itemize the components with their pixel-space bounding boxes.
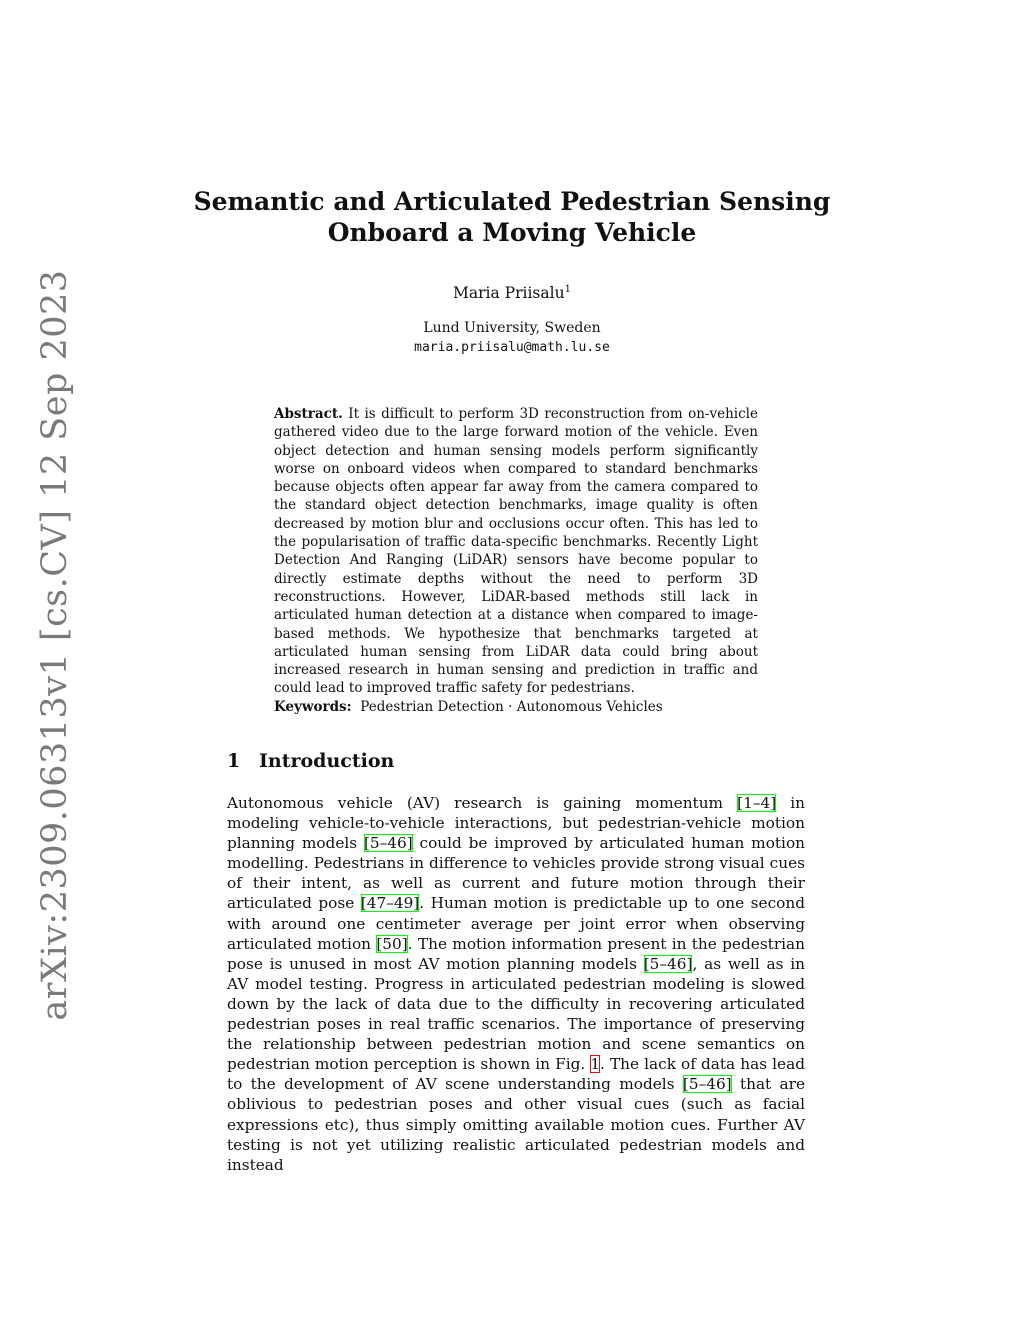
intro-text: could be improved by articulated human motion modelling. Pedestrians in difference to vehicles provide strong visual cues of their intent, as well as current and future motion through their articulated pose [227, 834, 806, 913]
section-heading [227, 750, 394, 772]
keywords-text: Pedestrian Detection · Autonomous Vehicles [360, 699, 663, 715]
citation-link[interactable]: [5–46] [363, 834, 413, 853]
intro-text: in modeling vehicle-to-vehicle interactions, but pedestrian-vehicle motion planning models [227, 794, 806, 853]
abstract [274, 405, 758, 698]
intro-text: Autonomous vehicle (AV) research is gaining momentum [227, 794, 738, 812]
abstract-text: It is difficult to perform 3D reconstruction from on-vehicle gathered video due to the large forward motion of the vehicle. Even object detection and human sensing models perform significantly worse on onboard videos when compared to standard benchmarks because objects often appear far away from the camera compared to the standard object detection benchmarks, image quality is often decreased by motion blur and occlusions occur often. This has led to the popularisation of traffic data-specific benchmarks. Recently Light Detection And Ranging (LiDAR) sensors have become popular to directly estimate depths without the need to perform 3D reconstructions. However, LiDAR-based methods still lack in articulated human detection at a distance when compared to image-based methods. We hypothesize that benchmarks targeted at articulated human sensing from LiDAR data could bring about increased research in human sensing and prediction in traffic and could lead to improved traffic safety for pedestrians. [274, 406, 758, 697]
intro-text: that are oblivious to pedestrian poses and other visual cues (such as facial expressions etc), thus simply omitting available motion cues. Further AV testing is not yet utilizing realistic articulated pedestrian models and instead [227, 1075, 805, 1174]
citation-link[interactable]: [5–46] [682, 1075, 732, 1094]
arxiv-identifier: arXiv:2309.06313v1 [cs.CV] 12 Sep 2023 [35, 269, 75, 1021]
section-number: 1 [227, 750, 241, 772]
title-line-1: Semantic and Articulated Pedestrian Sensing [193, 187, 831, 216]
title-line-2: Onboard a Moving Vehicle [327, 218, 697, 247]
intro-text: . Human motion is predictable up to one second with around one centimeter average per joint error when observing articulated motion [227, 894, 805, 953]
introduction-paragraph [227, 793, 805, 1175]
affiliation: Lund University, Sweden [423, 320, 601, 336]
intro-text: . The motion information present in the pedestrian pose is unused in most AV motion planning models [227, 934, 806, 973]
paper-title [0, 186, 1024, 248]
figure-reference-link[interactable]: 1 [590, 1055, 601, 1074]
author-affiliation-mark: 1 [564, 284, 571, 295]
citation-link[interactable]: [50] [376, 934, 408, 953]
author-email[interactable]: maria.priisalu@math.lu.se [414, 340, 610, 355]
abstract-label: Abstract. [274, 406, 343, 422]
citation-link[interactable]: [1–4] [737, 794, 777, 812]
intro-text: . The lack of data has lead to the development of AV scene understanding models [227, 1055, 805, 1094]
keywords [274, 699, 758, 715]
author [0, 284, 1024, 302]
intro-text: , as well as in AV model testing. Progress in articulated pedestrian modeling is slowed down by the lack of data due to the difficulty in recovering articulated pedestrian poses in real traffic scenarios. The importance of preserving the relationship between pedestrian motion and scene semantics on pedestrian motion perception is shown in Fig. [227, 954, 806, 1074]
citation-link[interactable]: [5–46] [643, 954, 693, 973]
author-name: Maria Priisalu [453, 284, 565, 303]
citation-link[interactable]: [47–49] [360, 894, 420, 913]
keywords-label: Keywords: [274, 699, 352, 715]
section-title: Introduction [259, 750, 395, 772]
